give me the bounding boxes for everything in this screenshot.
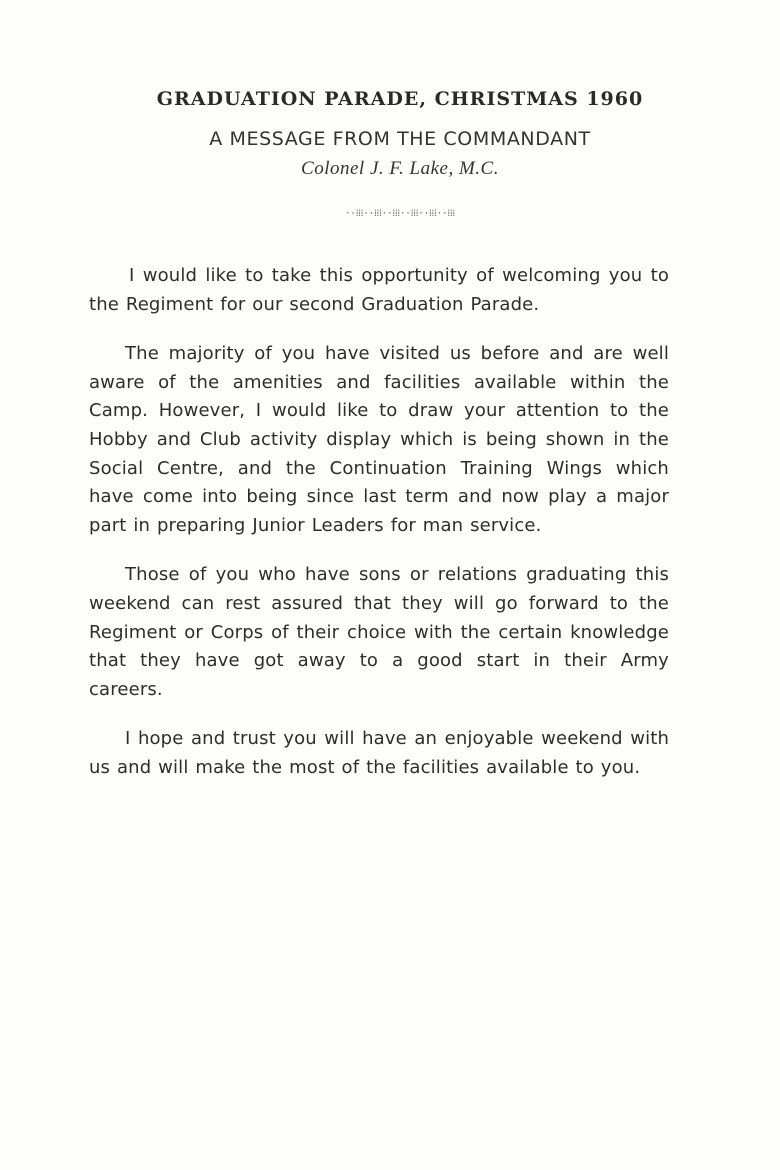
message-body <box>89 262 669 804</box>
paragraph-4: I hope and trust you will have an enjoyable weekend with us and will make the most of the facilities available to you. <box>89 728 669 778</box>
author-line: Colonel J. F. Lake, M.C. <box>301 158 499 179</box>
page-subtitle: A MESSAGE FROM THE COMMANDANT <box>209 128 591 150</box>
paragraph-1: I would like to take this opportunity of welcoming you to the Regiment for our second Graduation Parade. <box>89 265 669 315</box>
paragraph-2: The majority of you have visited us before and are well aware of the amenities and facilities available within the Camp. However, I would like to draw your attention to the Hobby and Club activity display which is being shown in the Social Centre, and the Continuation Training Wings which have come into being since last term and now play a major part in preparing Junior Leaders for man service. <box>89 343 669 536</box>
ornament-divider: ··⁞⁞⁞··⁞⁞⁞··⁞⁞⁞··⁞⁞⁞··⁞⁞⁞··⁞⁞⁞ <box>344 209 456 219</box>
paragraph-3: Those of you who have sons or relations graduating this weekend can rest assured that they will go forward to the Regiment or Corps of their choice with the certain knowledge that they have got away to a good start in their Army careers. <box>89 564 669 700</box>
page-title: GRADUATION PARADE, CHRISTMAS 1960 <box>156 88 644 110</box>
